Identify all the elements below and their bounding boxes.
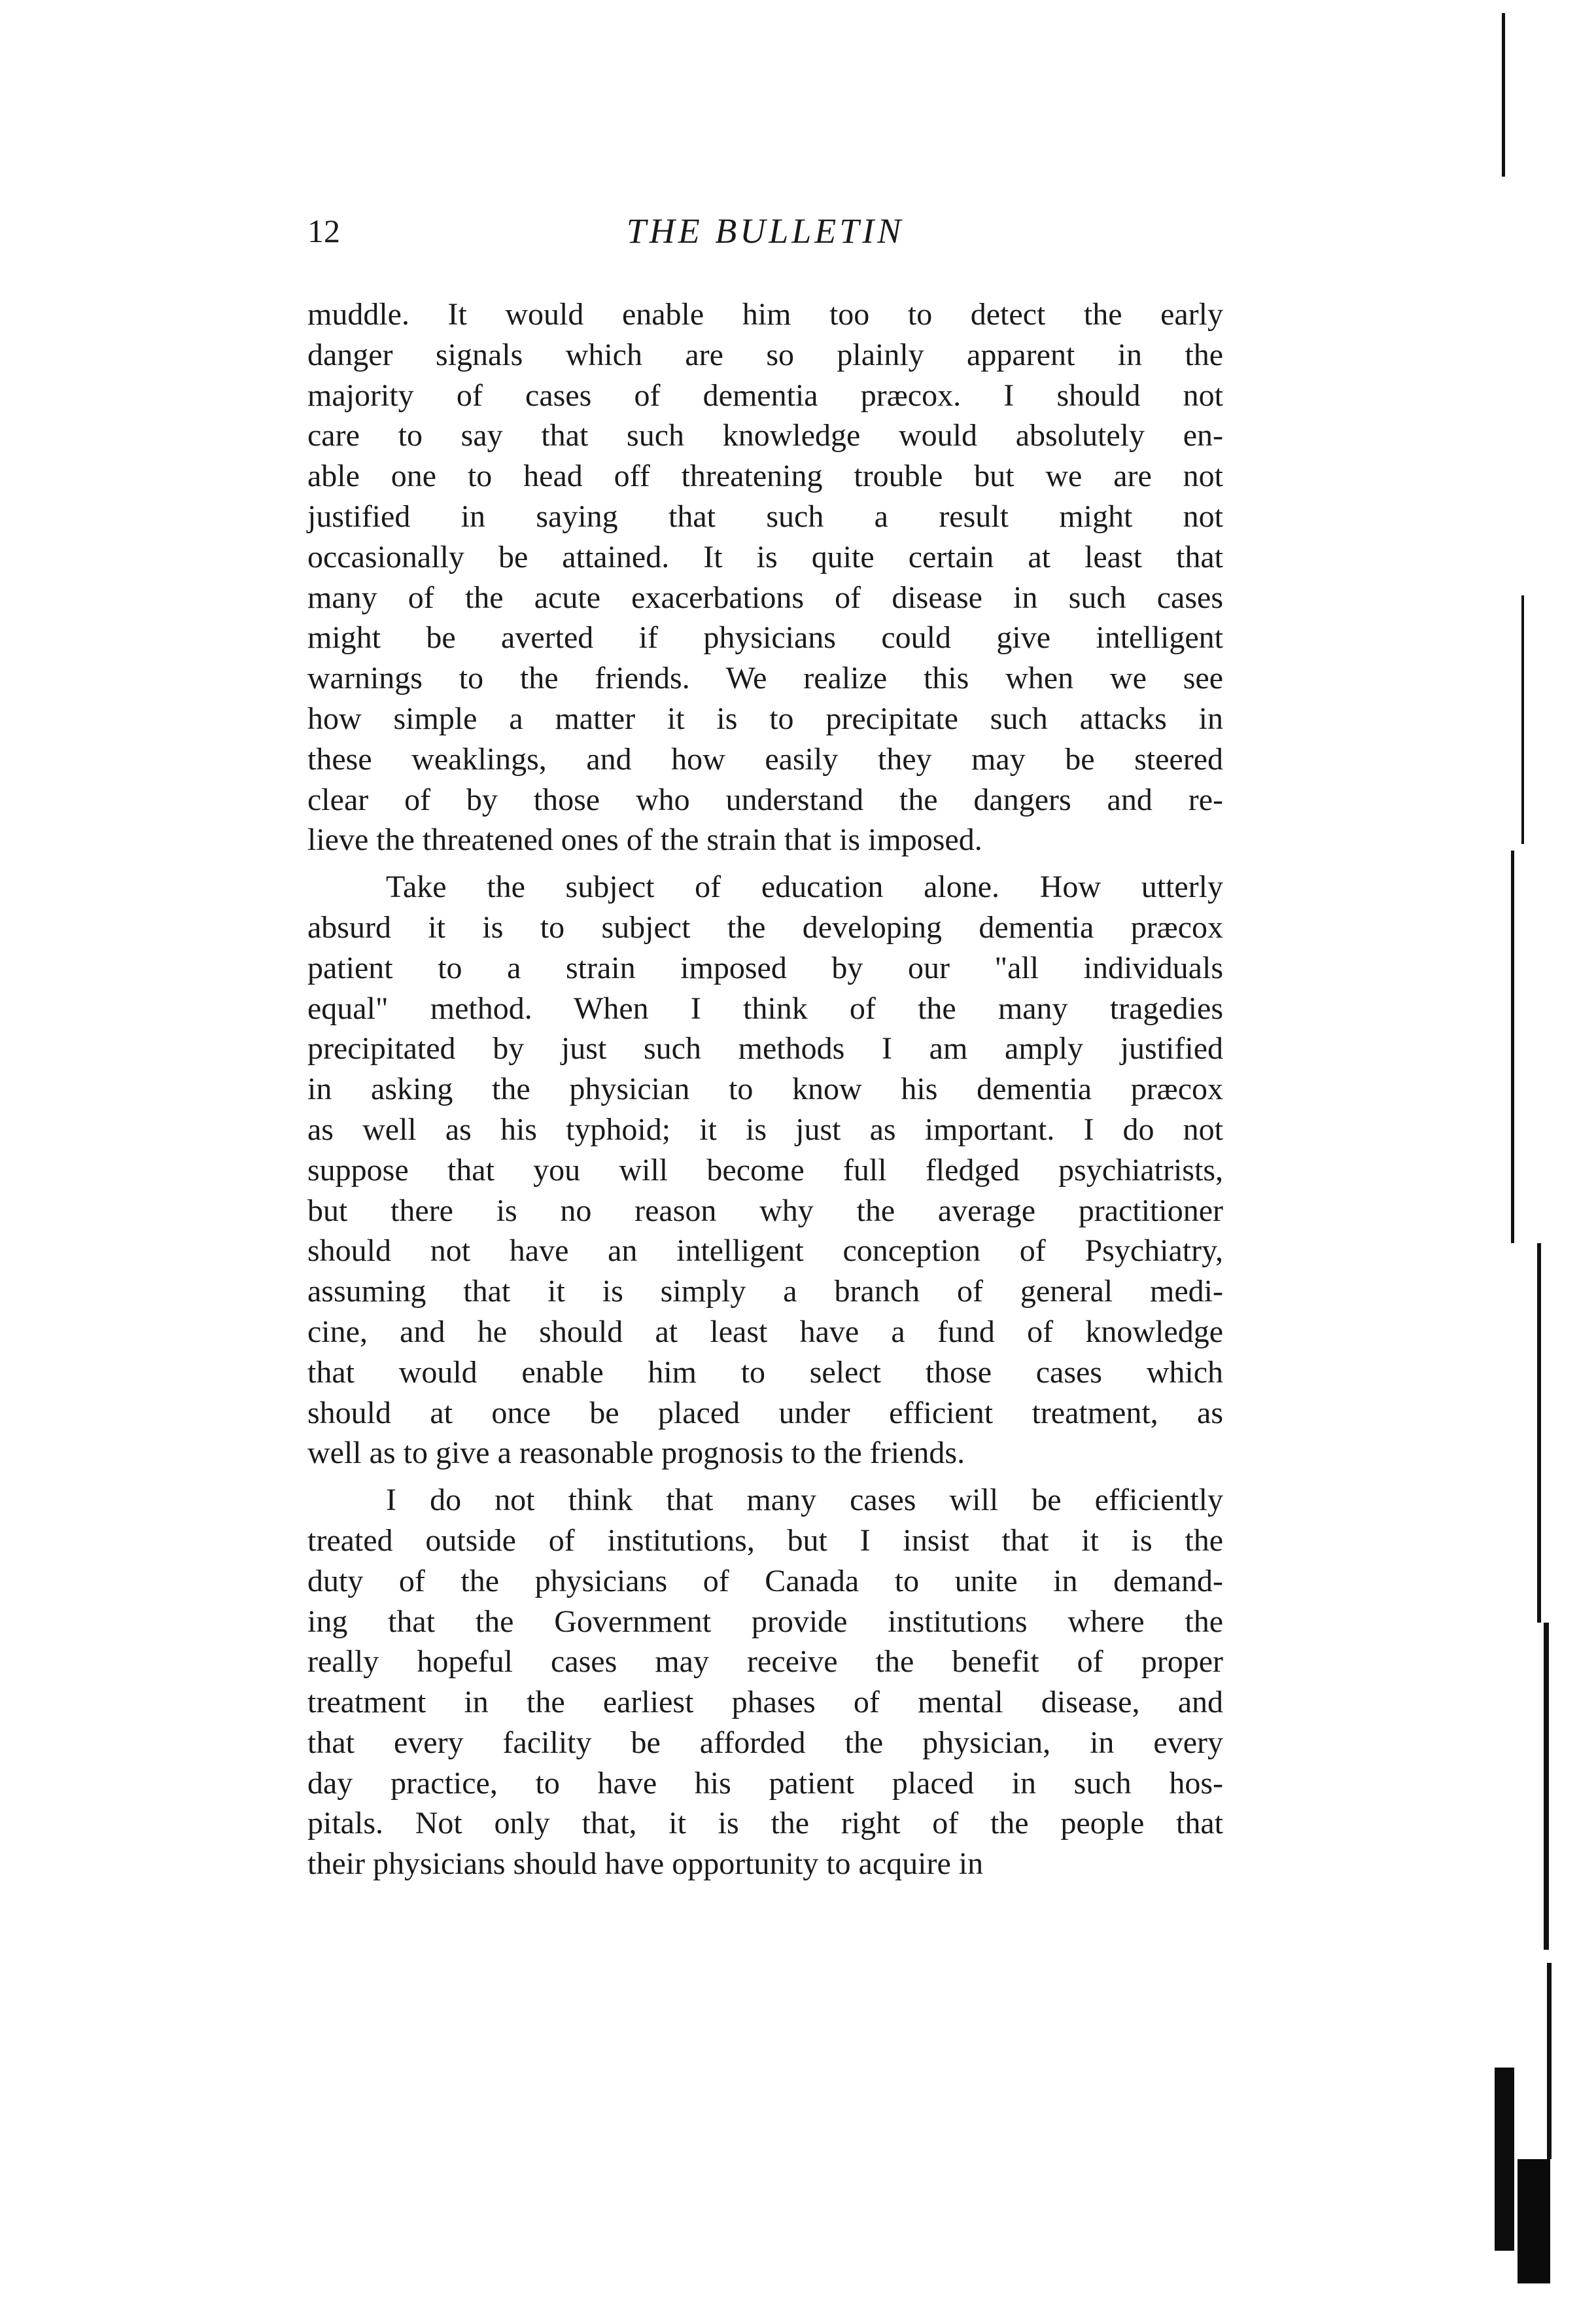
scan-edge-mark [1502,13,1505,177]
text-line: but there is no reason why the average practitioner [307,1193,1223,1228]
text-line: danger signals which are so plainly apparent in the [307,337,1223,372]
text-line: these weaklings, and how easily they may be steered [307,741,1223,777]
text-line: able one to head off threatening trouble but we are not [307,459,1223,494]
text-line: patient to a strain imposed by our "all individuals [307,950,1223,985]
scan-edge-mark [1544,1623,1549,1950]
text-line: that would enable him to select those cases which [307,1354,1223,1390]
text-line: precipitated by just such methods I am amply justified [307,1031,1223,1066]
text-line: muddle. It would enable him too to detect the early [307,297,1223,332]
text-line: clear of by those who understand the dangers and re- [307,782,1223,817]
text-line: duty of the physicians of Canada to unite in demand- [307,1563,1223,1598]
text-line: I do not think that many cases will be efficiently [386,1483,1223,1518]
paragraph [307,294,1223,860]
text-line: assuming that it is simply a branch of general medi- [307,1274,1223,1309]
text-line: ing that the Government provide institutions where the [307,1604,1223,1639]
text-line: absurd it is to subject the developing dementia præcox [307,909,1223,945]
body-text [307,294,1223,1891]
text-line: justified in saying that such a result might not [307,499,1223,534]
page-number: 12 [307,213,340,249]
text-line: suppose that you will become full fledged psychiatrists, [307,1152,1223,1188]
text-line: well as to give a reasonable prognosis to the friends. [307,1435,965,1471]
text-line: should not have an intelligent conception of Psychiatry, [307,1233,1223,1269]
text-line: should at once be placed under efficient treatment, as [307,1395,1223,1430]
text-line: warnings to the friends. We realize this when we see [307,661,1223,696]
text-line: majority of cases of dementia præcox. I should not [307,378,1223,413]
text-line: their physicians should have opportunity to acquire in [307,1846,984,1882]
paragraph [307,867,1223,1473]
scan-edge-mark [1521,595,1524,844]
text-line: day practice, to have his patient placed in such hos- [307,1765,1223,1801]
scan-edge-mark [1547,1963,1552,2159]
text-line: that every facility be afforded the physician, in every [307,1725,1223,1760]
text-line: care to say that such knowledge would absolutely en- [307,418,1223,453]
text-line: pitals. Not only that, it is the right of the people that [307,1806,1223,1841]
scan-edge-mark [1511,851,1514,1243]
text-line: treatment in the earliest phases of mental disease, and [307,1685,1223,1720]
text-line: as well as his typhoid; it is just as important. I do not [307,1112,1223,1147]
text-line: lieve the threatened ones of the strain that is imposed. [307,822,982,858]
paragraph [307,1480,1223,1884]
text-line: cine, and he should at least have a fund of knowledge [307,1314,1223,1349]
text-line: Take the subject of education alone. How utterly [386,870,1223,905]
text-line: treated outside of institutions, but I insist that it is the [307,1523,1223,1558]
text-line: how simple a matter it is to precipitate such attacks in [307,701,1223,736]
text-line: might be averted if physicians could give intelligent [307,620,1223,656]
text-line: really hopeful cases may receive the benefit of proper [307,1644,1223,1680]
running-title: THE BULLETIN [626,211,905,251]
text-line: equal" method. When I think of the many tragedies [307,991,1223,1026]
text-line: in asking the physician to know his dementia præcox [307,1072,1223,1107]
scan-edge-mark [1518,2159,1550,2283]
text-line: occasionally be attained. It is quite certain at least that [307,539,1223,574]
text-line: many of the acute exacerbations of disease in such cases [307,580,1223,615]
page-header [307,208,1223,254]
scan-edge-mark [1495,2068,1514,2251]
scan-edge-mark [1537,1243,1541,1623]
